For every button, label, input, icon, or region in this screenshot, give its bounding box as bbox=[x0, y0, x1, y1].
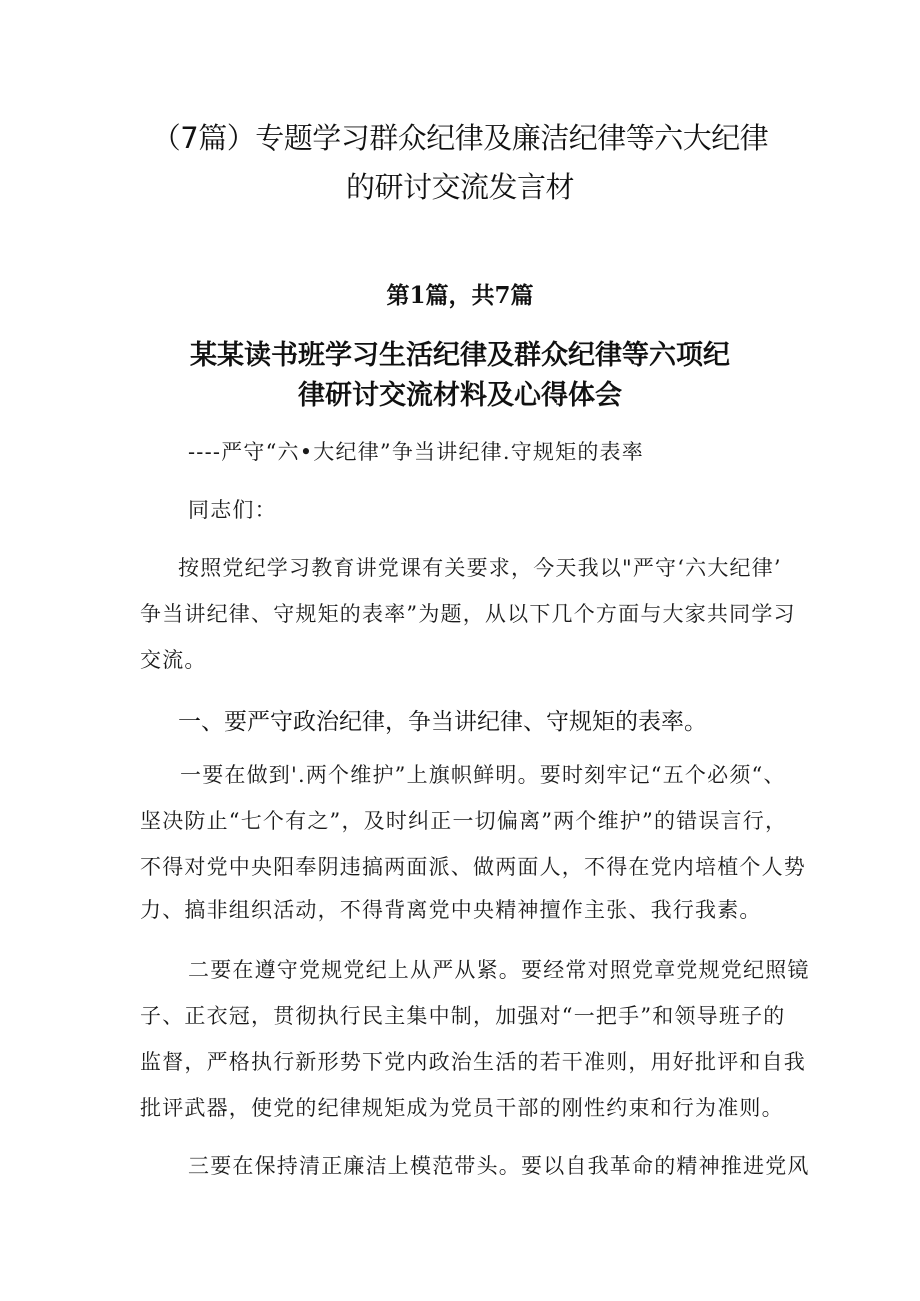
paragraph-line: 子、正衣冠，贯彻执行民主集中制，加强对“一把手”和领导班子的 bbox=[140, 1004, 786, 1028]
paragraph-line: 批评武器，使党的纪律规矩成为党员干部的刚性约束和行为准则。 bbox=[140, 1096, 784, 1120]
paragraph-line: 不得对党中央阳奉阴违搞两面派、做两面人，不得在党内培植个人势 bbox=[140, 855, 806, 879]
intro-line: 交流。 bbox=[140, 648, 207, 672]
article-title-line-2: 律研讨交流材料及心得体会 bbox=[298, 380, 622, 411]
paragraph-line: 坚决防止“七个有之”，及时纠正一切偏离”两个维护”的错误言行， bbox=[140, 809, 788, 833]
paragraph-line: 三要在保持清正廉洁上模范带头。要以自我革命的精神推进党风 bbox=[188, 1154, 810, 1178]
paragraph-line: 力、搞非组织活动，不得背离党中央精神擅作主张、我行我素。 bbox=[140, 898, 762, 922]
article-title-line-1: 某某读书班学习生活纪律及群众纪律等六项纪 bbox=[190, 340, 730, 371]
document-title-line-1: （7篇）专题学习群众纪律及廉洁纪律等六大纪律 bbox=[151, 121, 769, 155]
section-heading: 一、要严守政治纪律，争当讲纪律、守规矩的表率。 bbox=[178, 709, 707, 735]
document-title-line-2: 的研讨交流发言材 bbox=[345, 170, 574, 204]
paragraph-line: 二要在遵守党规党纪上从严从紧。要经常对照党章党规党纪照镜 bbox=[188, 958, 810, 982]
paragraph-line: 监督，严格执行新形势下党内政治生活的若干准则，用好批评和自我 bbox=[140, 1050, 806, 1074]
part-label: 第1篇，共7篇 bbox=[386, 282, 534, 309]
intro-line: 争当讲纪律、守规矩的表率”为题，从以下几个方面与大家共同学习 bbox=[140, 602, 796, 626]
paragraph-line: 一要在做到'.两个维护”上旗帜鲜明。要时刻牢记“五个必须“、 bbox=[180, 763, 786, 787]
salutation: 同志们： bbox=[188, 498, 277, 522]
tagline: ----严守“六•大纪律”争当讲纪律.守规矩的表率 bbox=[188, 440, 644, 464]
intro-line: 按照党纪学习教育讲党课有关要求，今天我以"严守‘六大纪律’ bbox=[178, 556, 782, 580]
